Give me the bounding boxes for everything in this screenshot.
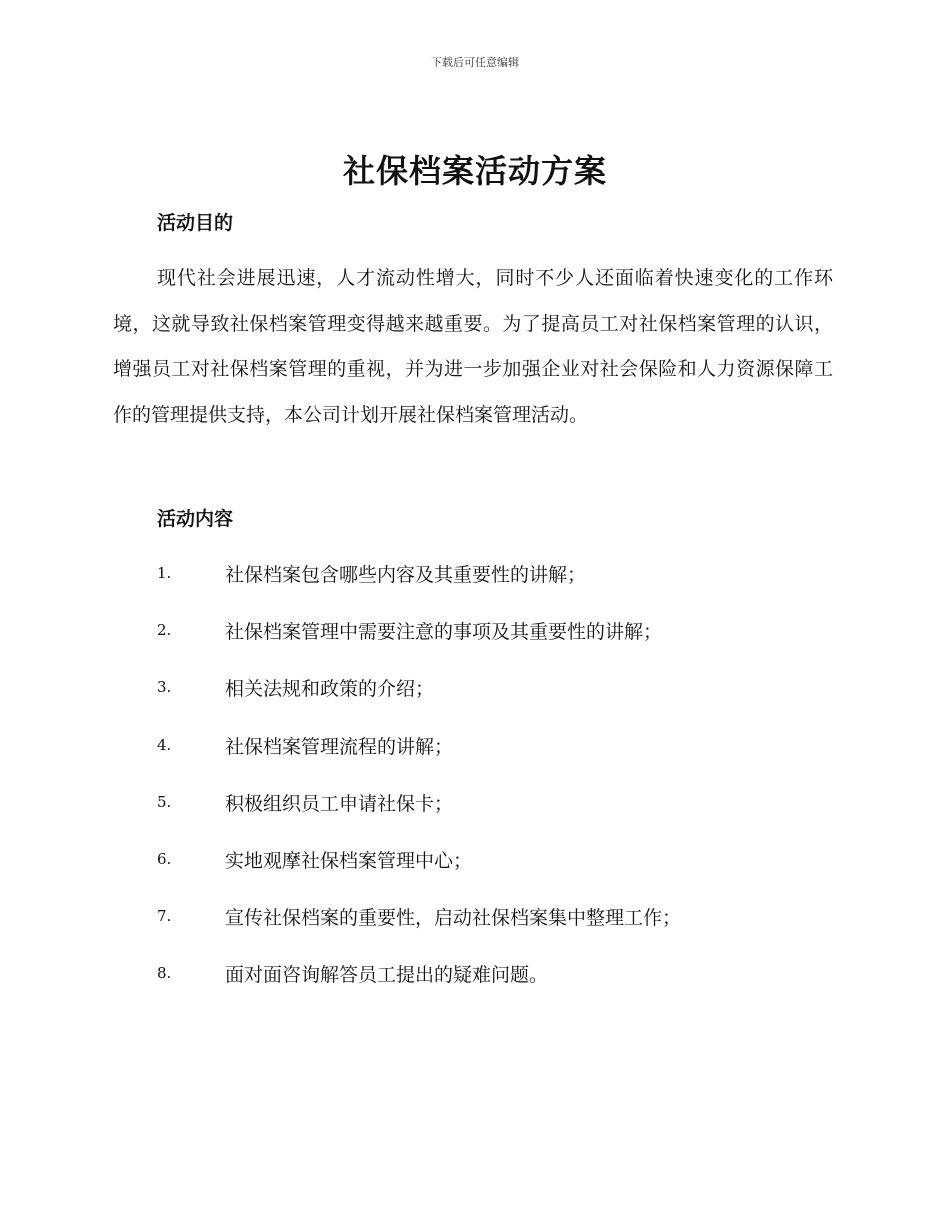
- list-item-number: 4.: [157, 735, 172, 754]
- page-header-note: 下载后可任意编辑: [431, 56, 519, 69]
- activity-content-list: [0, 553, 950, 1011]
- list-item: [0, 553, 950, 610]
- list-item-text: 积极组织员工申请社保卡；: [225, 792, 454, 815]
- list-item-text: 社保档案管理中需要注意的事项及其重要性的讲解；: [225, 621, 663, 644]
- list-item-text: 实地观摩社保档案管理中心；: [225, 849, 473, 872]
- section-heading-purpose: 活动目的: [157, 212, 234, 234]
- document-title: 社保档案活动方案: [342, 152, 607, 190]
- list-item-number: 7.: [157, 907, 172, 926]
- list-item-text: 社保档案包含哪些内容及其重要性的讲解；: [225, 564, 587, 586]
- list-item-text: 社保档案管理流程的讲解；: [225, 735, 454, 758]
- list-item: [0, 896, 950, 953]
- list-item-number: 8.: [157, 964, 172, 983]
- list-item-number: 3.: [157, 678, 172, 697]
- list-item-number: 5.: [157, 792, 172, 811]
- list-item-number: 1.: [157, 564, 172, 582]
- list-item: [0, 725, 950, 782]
- list-item: [0, 782, 950, 839]
- list-item: [0, 839, 950, 896]
- list-item-text: 面对面咨询解答员工提出的疑难问题。: [225, 964, 549, 987]
- list-item: [0, 953, 950, 1010]
- section-heading-content: 活动内容: [157, 508, 234, 530]
- list-item-number: 6.: [157, 849, 172, 868]
- list-item-text: 相关法规和政策的介绍；: [225, 678, 435, 701]
- list-item: [0, 610, 950, 667]
- list-item-number: 2.: [157, 621, 172, 640]
- list-item-text: 宣传社保档案的重要性，启动社保档案集中整理工作；: [225, 907, 682, 930]
- purpose-paragraph: 现代社会进展迅速，人才流动性增大，同时不少人还面临着快速变化的工作环境，这就导致社保档案管理变得越来越重要。为了提高员工对社保档案管理的认识，增强员工对社保档案管理的重视，并为进一步加强企业对社会保险和人力资源保障工作的管理提供支持，本公司计划开展社保档案管理活动。: [113, 267, 833, 426]
- list-item: [0, 667, 950, 724]
